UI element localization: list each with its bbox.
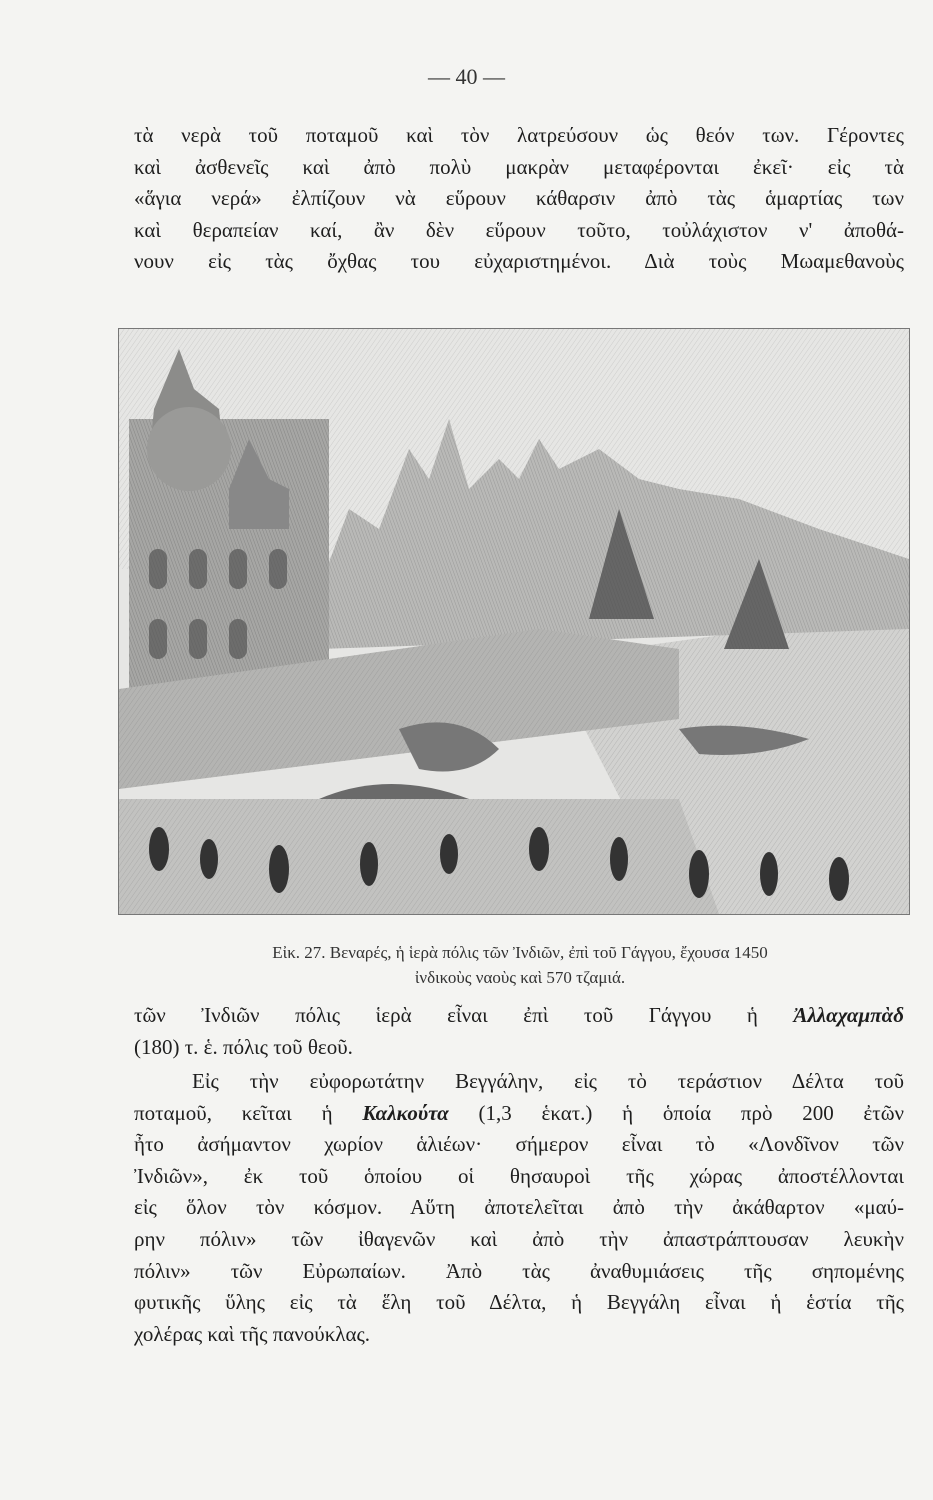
text-line: Ἰνδιῶν», ἐκ τοῦ ὁποίου οἱ θησαυροὶ τῆς χώρας ἀποστέλλονται <box>134 1163 904 1188</box>
text-line: (180) τ. ἑ. πόλις τοῦ θεοῦ. <box>134 1034 353 1059</box>
paragraph-mid <box>134 1000 904 1063</box>
figure-caption <box>150 940 890 990</box>
paragraph-top <box>134 120 904 278</box>
text-segment: ποταμοῦ, κεῖται ἡ <box>134 1100 333 1125</box>
text-line: πόλιν» τῶν Εὐρωπαίων. Ἀπὸ τὰς ἀναθυμιάσεις τῆς σηπομένης <box>134 1258 904 1283</box>
text-line: φυτικῆς ὕλης εἰς τὰ ἕλη τοῦ Δέλτα, ἡ Βεγγάλη εἶναι ἡ ἑστία τῆς <box>134 1290 904 1315</box>
text-line: νουν εἰς τὰς ὄχθας του εὐχαριστημένοι. Διὰ τοὺς Μωαμεθανοὺς <box>134 249 904 274</box>
caption-line: ἰνδικοὺς ναοὺς καὶ 570 τζαμιά. <box>414 968 626 987</box>
city-name-allahabad: Ἀλλαχαμπὰδ <box>793 1003 904 1027</box>
text-line: εἰς ὅλον τὸν κόσμον. Αὕτη ἀποτελεῖται ἀπὸ τὴν ἀκάθαρτον «μαύ- <box>134 1195 904 1220</box>
benares-engraving <box>118 328 910 915</box>
text-line <box>134 1000 904 1032</box>
text-line: τὰ νερὰ τοῦ ποταμοῦ καὶ τὸν λατρεύσουν ὡς θεόν των. Γέροντες <box>134 123 904 147</box>
paragraph-bottom <box>134 1066 904 1350</box>
page-number: — 40 — <box>428 64 505 89</box>
text-line: χολέρας καὶ τῆς πανούκλας. <box>134 1321 371 1346</box>
text-segment: τῶν Ἰνδιῶν πόλις ἱερὰ εἶναι ἐπὶ τοῦ Γάγγου ἡ <box>134 1003 758 1027</box>
text-line: καὶ θεραπείαν καί, ἂν δὲν εὕρουν τοῦτο, τοὐλάχιστον ν' ἀποθά- <box>134 217 904 242</box>
text-line: «ἅγια νερά» ἐλπίζουν νὰ εὕρουν κάθαρσιν ἀπὸ τὰς ἁμαρτίας των <box>134 186 904 211</box>
text-line: ρην πόλιν» τῶν ἰθαγενῶν καὶ ἀπὸ τὴν ἀπαστράπτουσαν λευκὴν <box>134 1226 904 1251</box>
text-line: καὶ ἀσθενεῖς καὶ ἀπὸ πολὺ μακρὰν μεταφέρονται ἐκεῖ· εἰς τὰ <box>134 154 904 179</box>
text-line: ἦτο ἀσήμαντον χωρίον ἁλιέων· σήμερον εἶναι τὸ «Λονδῖνον τῶν <box>134 1132 904 1157</box>
text-line <box>134 1098 904 1130</box>
city-name-calcutta: Καλκούτα <box>362 1100 449 1125</box>
text-line: Εἰς τὴν εὐφορωτάτην Βεγγάλην, εἰς τὸ τεράστιον Δέλτα τοῦ <box>192 1069 904 1093</box>
text-segment: (1,3 ἑκατ.) ἡ ὁποία πρὸ 200 ἐτῶν <box>478 1100 905 1125</box>
caption-line: Εἰκ. 27. Βεναρές, ἡ ἱερὰ πόλις τῶν Ἰνδιῶν, ἐπὶ τοῦ Γάγγου, ἔχουσα 1450 <box>272 943 768 962</box>
